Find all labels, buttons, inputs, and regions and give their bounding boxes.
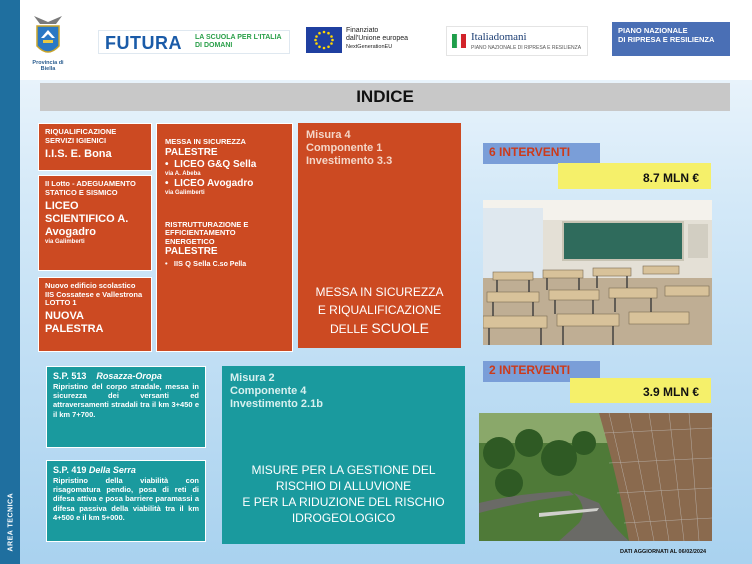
eu-logo	[304, 26, 418, 54]
italiadomani-title: Italiadomani	[471, 31, 527, 43]
road-photo	[479, 413, 712, 541]
futura-subtitle: LA SCUOLA PER L'ITALIA DI DOMANI	[195, 34, 282, 49]
roads-amount: 3.9 MLN €	[570, 378, 711, 403]
road-box-sp419-body: Ripristino della viabilità con risagomatura pendio, posa di reti di difesa attiva e posa barriere paramassi a difesa passiva della viabilità tra il km 4+500 e il km 5+000.	[53, 476, 199, 522]
palestre-sec2-title: RISTRUTTURAZIONE E EFFICIENTAMENTO ENERGETICO	[165, 219, 249, 246]
school-box-cossatese-name: NUOVA PALESTRA	[45, 309, 104, 335]
school-box-bona	[38, 123, 152, 171]
italiadomani-subtitle: PIANO NAZIONALE DI RIPRESA E RESILIENZA	[471, 45, 582, 51]
roads-investimento: Investimento 2.1b	[230, 398, 323, 410]
futura-title: FUTURA	[105, 33, 182, 53]
school-box-cossatese	[38, 277, 152, 352]
classroom-photo	[483, 200, 712, 345]
eu-text	[346, 27, 418, 51]
road-box-sp513-body: Ripristino del corpo stradale, messa in sicurezza dei versanti ed attraversamenti stradali tra il km 3+450 e il km 7+700.	[53, 382, 199, 419]
school-amount: 8.7 MLN €	[558, 163, 711, 189]
school-box-bona-title: RIQUALIFICAZIONE SERVIZI IGIENICI	[45, 127, 117, 145]
school-componente: Componente 1	[306, 142, 383, 154]
pnrr-logo	[612, 22, 730, 56]
list-item: • LICEO Avogadro	[165, 177, 254, 189]
eu-line3: NextGenerationEU	[346, 44, 393, 50]
school-box-cossatese-title: Nuovo edificio scolastico IIS Cossatese e Vallestrona LOTTO 1	[45, 281, 143, 307]
updated-note: DATI AGGIORNATI AL 06/02/2024	[620, 549, 707, 555]
school-box-avogadro-title: II Lotto - ADEGUAMENTO STATICO E SISMICO	[45, 179, 136, 197]
school-box-avogadro-address: via Galimberti	[45, 239, 85, 245]
road-box-sp419	[46, 460, 206, 542]
palestre-sec2-subtitle: PALESTRE	[165, 246, 218, 257]
palestre-sec1-subtitle: PALESTRE	[165, 146, 218, 158]
road-box-sp513	[46, 366, 206, 448]
pnrr-line1: PIANO NAZIONALE	[618, 26, 688, 35]
school-misura: Misura 4	[306, 129, 351, 141]
pnrr-line2: DI RIPRESA E RESILIENZA	[618, 35, 715, 44]
index-title: INDICE	[40, 83, 730, 111]
school-box-avogadro-name: LICEO SCIENTIFICO A. Avogadro	[45, 200, 129, 238]
futura-logo	[98, 30, 290, 54]
school-box-avogadro	[38, 175, 152, 271]
roads-headline: MISURE PER LA GESTIONE DEL RISCHIO DI ALLUVIONE E PER LA RIDUZIONE DEL RISCHIO IDROGEOLOGICO	[242, 463, 445, 525]
eu-line2: dall'Unione europea	[346, 35, 409, 42]
sidebar	[0, 0, 20, 564]
italiadomani-logo	[446, 26, 588, 56]
school-headline: MESSA IN SICUREZZA E RIQUALIFICAZIONE DELLE SCUOLE	[315, 285, 444, 336]
list-item: • IIS Q Sella C.so Pella	[165, 259, 247, 268]
roads-componente: Componente 4	[230, 385, 307, 397]
list-item-address: via A. Abeba	[165, 170, 201, 177]
roads-misura: Misura 2	[230, 372, 275, 384]
eu-flag-icon	[306, 27, 342, 53]
pnrr-text	[618, 26, 728, 44]
italy-flag-icon	[452, 34, 466, 48]
road-box-sp513-title: S.P. 513 Rosazza-Oropa	[53, 371, 162, 381]
list-item: • LICEO G&Q Sella	[165, 158, 257, 170]
list-item-address: via Galimberti	[165, 189, 205, 196]
school-interventi-badge: 6 INTERVENTI	[483, 143, 600, 164]
eu-line1: Finanziato	[346, 27, 379, 34]
school-misura-box	[298, 123, 461, 348]
palestre-sec1-title: MESSA IN SICUREZZA	[165, 137, 246, 146]
school-investimento: Investimento 3.3	[306, 155, 393, 167]
school-box-bona-name: I.I.S. E. Bona	[45, 148, 112, 160]
roads-interventi-badge: 2 INTERVENTI	[483, 361, 600, 382]
road-box-sp419-title: S.P. 419 Della Serra	[53, 465, 136, 475]
school-box-palestre	[156, 123, 293, 352]
sidebar-label: AREA TECNICA	[7, 492, 15, 552]
provincia-label: Provincia di Biella	[32, 60, 64, 72]
roads-misura-box	[222, 366, 465, 544]
